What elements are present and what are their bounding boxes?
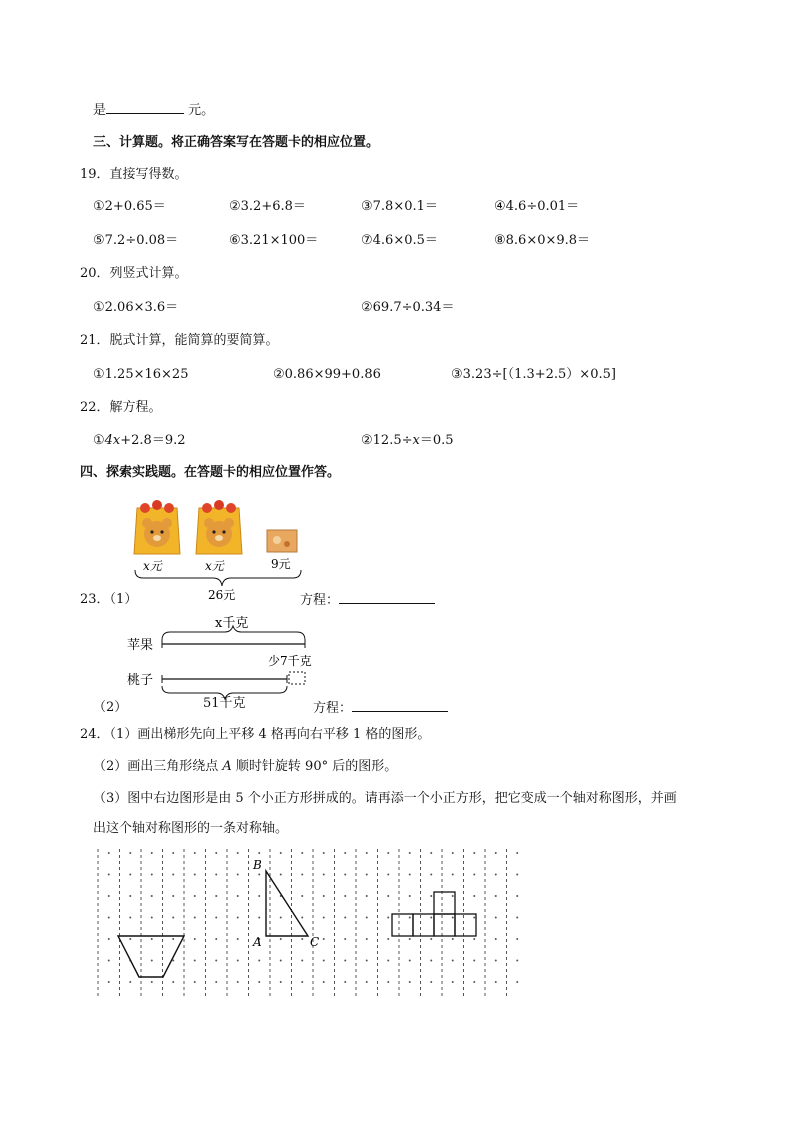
peach-weight-label: 51千克 xyxy=(203,696,246,711)
grid-dot xyxy=(151,938,153,940)
bag-price-label: x元 xyxy=(143,559,162,573)
grid-dot xyxy=(452,938,454,940)
peach-label: 桃子 xyxy=(127,673,154,688)
grid-dot xyxy=(495,874,497,876)
point-a-label: A xyxy=(253,935,262,949)
section-heading: 四、探索实践题。在答题卡的相应位置作答。 xyxy=(80,465,341,480)
grid-dot xyxy=(323,895,325,897)
grid-dot xyxy=(452,895,454,897)
question-19-title: 19．直接写得数。 xyxy=(80,167,188,182)
grid-dot xyxy=(172,852,174,854)
grid-dot xyxy=(344,874,346,876)
grid-dot xyxy=(280,981,282,983)
q19-item-2: ②3.2+6.8＝ xyxy=(229,199,306,214)
box-price-label: 9元 xyxy=(271,557,291,571)
grid-dot xyxy=(323,938,325,940)
trapezoid-shape xyxy=(118,936,184,977)
grid-dot xyxy=(215,895,217,897)
q23-part2-label: （2） xyxy=(93,700,128,715)
grid-dot xyxy=(280,960,282,962)
grid-dot xyxy=(495,895,497,897)
q19-item-1: ①2+0.65＝ xyxy=(93,199,166,214)
grid-dot xyxy=(323,852,325,854)
grid-dot xyxy=(409,981,411,983)
q24-line-4: 出这个轴对称图形的一条对称轴。 xyxy=(93,821,289,836)
grid-dot xyxy=(258,895,260,897)
q20-item-1: ①2.06×3.6＝ xyxy=(93,300,179,315)
grid-dot xyxy=(108,938,110,940)
apple-label: 苹果 xyxy=(127,638,154,653)
grid-dot xyxy=(301,917,303,919)
grid-dot xyxy=(129,895,131,897)
grid-dot xyxy=(452,960,454,962)
grid-dot xyxy=(172,895,174,897)
grid-dot xyxy=(323,981,325,983)
q19-item-8: ⑧8.6×0×9.8＝ xyxy=(494,233,591,248)
grid-dot xyxy=(237,960,239,962)
grid-dot xyxy=(194,960,196,962)
grid-dot xyxy=(495,852,497,854)
grid-dot xyxy=(430,917,432,919)
grid-dot xyxy=(495,960,497,962)
grid-dot xyxy=(344,981,346,983)
q19-item-7: ⑦4.6×0.5＝ xyxy=(361,233,438,248)
snack-bags-figure xyxy=(125,496,315,604)
grid-dot xyxy=(151,981,153,983)
apple-weight-label: x千克 xyxy=(215,616,249,631)
grid-dot xyxy=(409,895,411,897)
grid-dot xyxy=(344,938,346,940)
grid-dot xyxy=(237,895,239,897)
grid-dot xyxy=(495,981,497,983)
q24-line-1: 24．（1）画出梯形先向上平移 4 格再向右平移 1 格的图形。 xyxy=(80,727,431,742)
grid-dot xyxy=(237,938,239,940)
q21-item-3: ③3.23÷[（1.3+2.5）×0.5] xyxy=(451,367,616,382)
question-20-title: 20．列竖式计算。 xyxy=(80,266,188,281)
grid-dot xyxy=(387,874,389,876)
grid-dot xyxy=(452,917,454,919)
grid-dot xyxy=(129,938,131,940)
q21-item-1: ①1.25×16×25 xyxy=(93,367,189,382)
grid-dot xyxy=(516,981,518,983)
grid-dot xyxy=(301,852,303,854)
total-price-label: 26元 xyxy=(208,588,236,602)
grid-dot xyxy=(258,981,260,983)
grid-dot xyxy=(430,938,432,940)
grid-dot xyxy=(473,938,475,940)
q22-item-1: ①4x+2.8＝9.2 xyxy=(93,433,186,448)
grid-dot xyxy=(430,874,432,876)
grid-dot xyxy=(323,960,325,962)
grid-dot xyxy=(215,960,217,962)
grid-dot xyxy=(151,874,153,876)
apple-brace xyxy=(162,626,305,640)
grid-dot xyxy=(237,874,239,876)
grid-dot xyxy=(301,895,303,897)
grid-dot xyxy=(194,938,196,940)
answer-blank[interactable] xyxy=(339,591,435,604)
grid-dot xyxy=(409,938,411,940)
grid-dot xyxy=(194,852,196,854)
grid-dot xyxy=(108,917,110,919)
grid-dot xyxy=(409,852,411,854)
grid-dot xyxy=(409,917,411,919)
grid-dot xyxy=(344,917,346,919)
grid-dot xyxy=(366,938,368,940)
grid-dot xyxy=(516,895,518,897)
prev-answer-line: 是 元。 xyxy=(93,103,215,118)
grid-dot xyxy=(301,938,303,940)
grid-dot xyxy=(237,852,239,854)
grid-dot xyxy=(495,938,497,940)
point-b-label: B xyxy=(253,858,262,872)
q20-item-2: ②69.7÷0.34＝ xyxy=(361,300,455,315)
grid-dot xyxy=(495,917,497,919)
grid-dot xyxy=(516,938,518,940)
q24-line-3: （3）图中右边图形是由 5 个小正方形拼成的。请再添一个小正方形，把它变成一个轴对称图形，并画 xyxy=(93,791,677,806)
grid-dot xyxy=(258,917,260,919)
grid-dot xyxy=(258,852,260,854)
grid-dot xyxy=(366,960,368,962)
grid-dot xyxy=(452,874,454,876)
snack-bag-icon xyxy=(196,500,242,554)
grid-dot xyxy=(301,981,303,983)
q23-equation-2: 方程： xyxy=(313,699,448,718)
section-heading: 三、计算题。将正确答案写在答题卡的相应位置。 xyxy=(93,135,380,150)
grid-dot xyxy=(387,917,389,919)
grid-dot xyxy=(430,981,432,983)
grid-dot xyxy=(366,852,368,854)
grid-dot xyxy=(280,874,282,876)
grid-dot xyxy=(452,852,454,854)
grid-dot xyxy=(473,874,475,876)
snack-box-icon xyxy=(267,530,297,552)
bag-price-label: x元 xyxy=(205,559,224,573)
grid-dot xyxy=(108,960,110,962)
grid-dot xyxy=(280,917,282,919)
answer-blank[interactable] xyxy=(352,699,448,712)
grid-dot xyxy=(194,895,196,897)
q19-item-4: ④4.6÷0.01＝ xyxy=(494,199,580,214)
grid-dot xyxy=(237,981,239,983)
grid-dot xyxy=(172,917,174,919)
grid-dot xyxy=(366,981,368,983)
grid-dot xyxy=(172,874,174,876)
question-22-title: 22．解方程。 xyxy=(80,400,162,415)
answer-blank[interactable] xyxy=(106,101,184,114)
grid-dot xyxy=(430,960,432,962)
q24-line-2: （2）画出三角形绕点 A 顺时针旋转 90° 后的图形。 xyxy=(93,759,398,774)
q19-item-6: ⑥3.21×100＝ xyxy=(229,233,319,248)
dot-grid-area[interactable] xyxy=(90,845,530,1005)
q21-item-2: ②0.86×99+0.86 xyxy=(273,367,381,382)
q23-equation-1: 方程： xyxy=(300,591,435,610)
grid-dot xyxy=(387,981,389,983)
grid-dot xyxy=(473,917,475,919)
grid-dot xyxy=(344,895,346,897)
grid-dot xyxy=(323,874,325,876)
grid-dot xyxy=(516,960,518,962)
grid-dot xyxy=(430,852,432,854)
grid-dot xyxy=(516,917,518,919)
grid-dot xyxy=(473,895,475,897)
q19-item-5: ⑤7.2÷0.08＝ xyxy=(93,233,179,248)
grid-dot xyxy=(129,981,131,983)
grid-dot xyxy=(215,917,217,919)
question-21-title: 21．脱式计算，能简算的要简算。 xyxy=(80,333,279,348)
grid-dot xyxy=(387,960,389,962)
q22-item-2: ②12.5÷x＝0.5 xyxy=(361,433,454,448)
grid-dot xyxy=(129,917,131,919)
grid-dot xyxy=(409,874,411,876)
grid-dot xyxy=(258,960,260,962)
grid-dot xyxy=(108,874,110,876)
grid-dot xyxy=(366,874,368,876)
q19-item-3: ③7.8×0.1＝ xyxy=(361,199,438,214)
grid-dot xyxy=(215,938,217,940)
grid-dot xyxy=(409,960,411,962)
grid-dot xyxy=(215,981,217,983)
grid-dot xyxy=(301,874,303,876)
grid-dot xyxy=(323,917,325,919)
grid-dot xyxy=(516,852,518,854)
grid-dot xyxy=(430,895,432,897)
grid-dot xyxy=(151,852,153,854)
grid-dot xyxy=(194,874,196,876)
snack-bag-icon xyxy=(134,500,180,554)
triangle-shape xyxy=(266,871,308,936)
grid-dot xyxy=(280,938,282,940)
q23-part1-label: 23．（1） xyxy=(80,592,138,607)
grid-dot xyxy=(172,938,174,940)
grid-dot xyxy=(473,981,475,983)
point-c-label: C xyxy=(310,935,320,949)
grid-dot xyxy=(237,917,239,919)
grid-dot xyxy=(516,874,518,876)
grid-dot xyxy=(108,981,110,983)
grid-dot xyxy=(151,960,153,962)
grid-dot xyxy=(194,981,196,983)
grid-dot xyxy=(344,960,346,962)
grid-dot xyxy=(151,917,153,919)
grid-dot xyxy=(194,917,196,919)
less-label: 少7千克 xyxy=(268,654,312,668)
grid-dot xyxy=(129,852,131,854)
grid-dot xyxy=(215,852,217,854)
grid-dot xyxy=(301,960,303,962)
grid-dot xyxy=(151,895,153,897)
grid-dot xyxy=(172,981,174,983)
grid-dot xyxy=(366,895,368,897)
difference-box xyxy=(289,672,305,684)
grid-dot xyxy=(215,874,217,876)
grid-dot xyxy=(473,960,475,962)
grid-dot xyxy=(452,981,454,983)
grid-dot xyxy=(129,874,131,876)
grid-dot xyxy=(387,938,389,940)
grid-dot xyxy=(280,852,282,854)
grid-dot xyxy=(387,852,389,854)
grid-dot xyxy=(108,852,110,854)
grid-dot xyxy=(108,895,110,897)
grid-dot xyxy=(366,917,368,919)
grid-dot xyxy=(473,852,475,854)
grid-dot xyxy=(344,852,346,854)
grid-dot xyxy=(387,895,389,897)
grid-dot xyxy=(258,874,260,876)
